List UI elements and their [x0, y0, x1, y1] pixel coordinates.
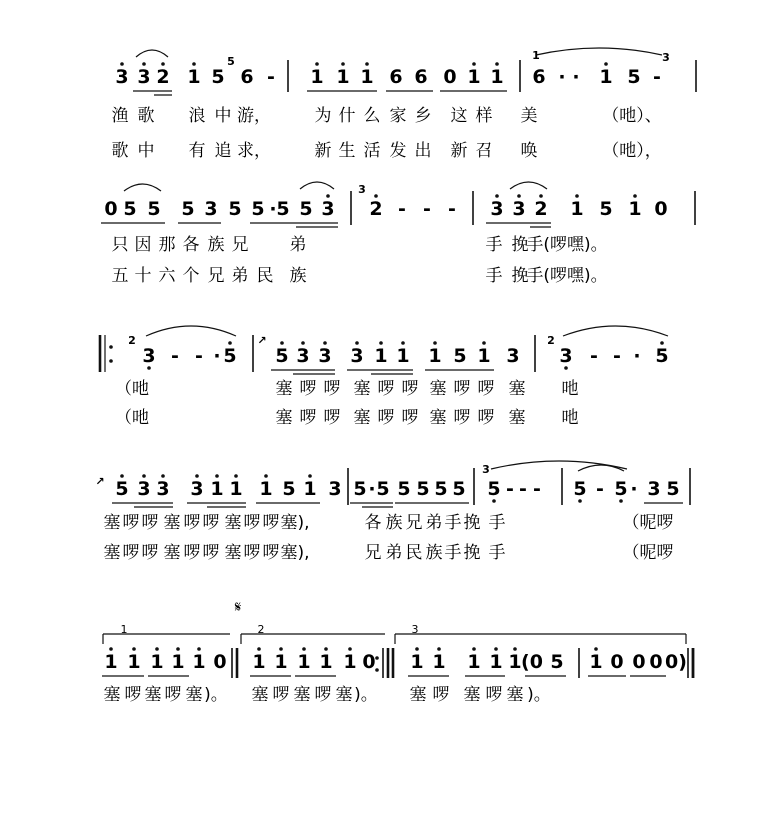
- s2-l2-lyric: 五: [111, 266, 129, 286]
- s3-l1-lyric: 塞: [508, 379, 526, 399]
- s4-note: -: [519, 478, 527, 500]
- s2-note: 1: [628, 198, 642, 220]
- s4-l1-lyric: 啰: [262, 513, 280, 533]
- s2-note: -: [448, 198, 456, 220]
- s4-l2-lyric: 塞: [163, 543, 181, 563]
- s4-note: 5: [614, 478, 628, 500]
- slur: [536, 48, 662, 55]
- s4-l2-lyric: 民: [405, 543, 423, 563]
- s4-l2-lyric: 啰: [243, 543, 261, 563]
- s3-note: 3: [296, 345, 310, 367]
- s2-l1-lyric: 各: [182, 235, 200, 255]
- s1-l1-lyric: 美: [520, 106, 538, 126]
- s4-note: 1: [303, 478, 317, 500]
- s2-note: 5: [599, 198, 613, 220]
- s4-l1-lyric: 啰: [183, 513, 201, 533]
- s4-l1-lyric: 塞: [103, 513, 121, 533]
- s5-l1-lyric: )。: [204, 685, 228, 705]
- segno-sign: 𝄋: [234, 598, 242, 616]
- s2-l2-lyric: 个: [182, 266, 200, 286]
- s1-l1-lyric: （吔）、: [602, 106, 662, 126]
- s1-note: 1: [360, 66, 374, 88]
- s2-note: 0: [654, 198, 668, 220]
- s4-l1-lyric: 啰: [122, 513, 140, 533]
- s3-l2-lyric: 塞: [353, 408, 371, 428]
- slur: [510, 182, 547, 189]
- s2-l2-lyric: 手(啰嘿)。: [526, 266, 608, 286]
- s2-note: 2: [534, 198, 548, 220]
- s5-l1-lyric: 啰: [314, 685, 332, 705]
- s2-note: 5: [299, 198, 313, 220]
- glissando-mark: ↗: [257, 334, 267, 347]
- s1-l2-lyric: 生: [338, 141, 356, 161]
- s4-note: 5: [434, 478, 448, 500]
- s5-l1-lyric: 啰: [485, 685, 503, 705]
- s1-l2-lyric: 有: [188, 141, 206, 161]
- s4-l1-lyric: 塞: [163, 513, 181, 533]
- s2-note: 5: [181, 198, 195, 220]
- s1-l2-lyric: 新: [314, 141, 332, 161]
- s4-l2-lyric: 啰: [122, 543, 140, 563]
- s3-l1-lyric: 塞: [353, 379, 371, 399]
- s1-l1-lyric: 歌: [137, 106, 155, 126]
- s1-note: 1: [490, 66, 504, 88]
- s4-l2-lyric: 挽: [463, 543, 481, 563]
- s1-l1-lyric: 么: [363, 106, 381, 126]
- s1-note: 0: [443, 66, 457, 88]
- s3-l1-lyric: 啰: [477, 379, 495, 399]
- s4-l2-lyric: 手: [488, 543, 506, 563]
- s4-note: 3: [647, 478, 661, 500]
- s5-note: (0: [521, 651, 543, 673]
- grace-note: 5: [227, 55, 235, 68]
- s5-note: 1: [319, 651, 333, 673]
- s3-note: 5: [275, 345, 289, 367]
- s3-l1-lyric: 啰: [377, 379, 395, 399]
- grace-note: 1: [532, 49, 540, 62]
- s4-note: -: [533, 478, 541, 500]
- s1-l2-lyric: 唤: [520, 141, 538, 161]
- s4-note: -: [506, 478, 514, 500]
- s1-note: 3: [115, 66, 129, 88]
- s5-l1-lyric: 塞: [144, 685, 162, 705]
- s4-note: 1: [210, 478, 224, 500]
- s4-note: 5: [487, 478, 501, 500]
- s2-l2-lyric: 兄: [207, 266, 225, 286]
- s5-note: 1: [489, 651, 503, 673]
- s1-l1-lyric: 什: [338, 106, 356, 126]
- slur: [136, 50, 168, 57]
- s1-note: 1: [336, 66, 350, 88]
- s3-l1-lyric: 啰: [323, 379, 341, 399]
- s3-note: 3: [350, 345, 364, 367]
- s1-note: 5: [627, 66, 641, 88]
- s4-l1-lyric: 手: [488, 513, 506, 533]
- s3-l1-lyric: 啰: [299, 379, 317, 399]
- s3-note: ·: [633, 345, 641, 367]
- s1-l2-lyric: 歌: [111, 141, 129, 161]
- s2-note: 1: [570, 198, 584, 220]
- s3-note: 1: [396, 345, 410, 367]
- s3-note: ·: [213, 345, 221, 367]
- s5-note: 1: [104, 651, 118, 673]
- s3-l1-lyric: 塞: [429, 379, 447, 399]
- s1-l1-lyric: 这: [450, 106, 468, 126]
- s2-l2-lyric: 弟: [231, 266, 249, 286]
- s1-l1-lyric: 浪: [188, 106, 206, 126]
- s5-l1-lyric: 塞: [251, 685, 269, 705]
- s4-note: 5: [452, 478, 466, 500]
- grace-note: 2: [128, 334, 136, 347]
- s2-note: 3: [490, 198, 504, 220]
- s5-note: 1: [150, 651, 164, 673]
- s2-note: 2: [369, 198, 383, 220]
- s2-l1-lyric: 因: [134, 235, 152, 255]
- s5-note: 5: [550, 651, 564, 673]
- s2-note: 5: [123, 198, 137, 220]
- s3-note: -: [195, 345, 203, 367]
- s2-note: 5: [251, 198, 265, 220]
- s5-l1-lyric: 塞: [293, 685, 311, 705]
- s4-l2-lyric: 啰: [183, 543, 201, 563]
- s1-l2-lyric: 中: [137, 141, 155, 161]
- s4-note: ·: [630, 478, 638, 500]
- repeat-dot: [109, 359, 113, 363]
- s3-l1-lyric: 啰: [453, 379, 471, 399]
- s4-note: 5: [416, 478, 430, 500]
- s2-note: ·: [269, 198, 277, 220]
- s5-note: 0: [362, 651, 376, 673]
- s5-note: 1: [252, 651, 266, 673]
- s5-l1-lyric: 塞: [185, 685, 203, 705]
- s5-note: 0: [632, 651, 646, 673]
- s5-note: 1: [343, 651, 357, 673]
- s5-l1-lyric: )。: [354, 685, 378, 705]
- s4-l2-lyric: 弟: [385, 543, 403, 563]
- grace-note: 2: [547, 334, 555, 347]
- s3-note: 3: [559, 345, 573, 367]
- s4-note: 1: [229, 478, 243, 500]
- s3-l2-lyric: 啰: [299, 408, 317, 428]
- s5-note: 1: [508, 651, 522, 673]
- s4-note: 3: [190, 478, 204, 500]
- s5-note: 1: [467, 651, 481, 673]
- s4-note: 5: [282, 478, 296, 500]
- s4-note: -: [596, 478, 604, 500]
- s4-l2-lyric: 啰: [141, 543, 159, 563]
- s2-l1-lyric: 族: [207, 235, 225, 255]
- s3-l2-lyric: 塞: [508, 408, 526, 428]
- s1-note: 1: [310, 66, 324, 88]
- s5-l1-lyric: 啰: [164, 685, 182, 705]
- s5-note: 1: [410, 651, 424, 673]
- s5-note: 1: [192, 651, 206, 673]
- s1-l2-lyric: 发: [389, 141, 407, 161]
- s1-note: 6: [414, 66, 428, 88]
- s5-l1-lyric: 塞: [335, 685, 353, 705]
- s5-note: 0: [213, 651, 227, 673]
- s4-l2-lyric: 啰: [202, 543, 220, 563]
- s2-note: 3: [204, 198, 218, 220]
- s3-l2-lyric: 啰: [477, 408, 495, 428]
- s1-note: 1: [467, 66, 481, 88]
- s4-note: 3: [156, 478, 170, 500]
- s2-note: 5: [147, 198, 161, 220]
- repeat-dot: [375, 656, 379, 660]
- s4-note: 5: [666, 478, 680, 500]
- s4-note: 3: [328, 478, 342, 500]
- s3-l2-lyric: 塞: [429, 408, 447, 428]
- s4-l2-lyric: 塞),: [280, 543, 310, 563]
- s2-l2-lyric: 六: [158, 266, 176, 286]
- s5-note: 1: [589, 651, 603, 673]
- s4-l2-lyric: 塞: [103, 543, 121, 563]
- s1-note: 1: [187, 66, 201, 88]
- s2-l2-lyric: 十: [134, 266, 152, 286]
- s1-note: 2: [156, 66, 170, 88]
- s4-l1-lyric: 手: [444, 513, 462, 533]
- s3-note: 1: [477, 345, 491, 367]
- s4-l1-lyric: 族: [385, 513, 403, 533]
- s1-l2-lyric: （吔），: [602, 141, 662, 161]
- s4-l1-lyric: （呢啰: [622, 513, 674, 533]
- s4-l1-lyric: 各: [364, 513, 382, 533]
- s5-l1-lyric: 塞: [506, 685, 524, 705]
- s4-l2-lyric: 塞: [224, 543, 242, 563]
- slur: [563, 326, 668, 336]
- s1-l2-lyric: 出: [414, 141, 432, 161]
- s5-l1-lyric: 塞: [463, 685, 481, 705]
- s2-note: 5: [276, 198, 290, 220]
- s3-l1-lyric: 啰: [401, 379, 419, 399]
- s4-l2-lyric: 啰: [262, 543, 280, 563]
- s4-l2-lyric: 兄: [364, 543, 382, 563]
- s1-note: -: [653, 66, 661, 88]
- s5-l1-lyric: 啰: [432, 685, 450, 705]
- s5-note: 0): [665, 651, 687, 673]
- s5-note: 1: [171, 651, 185, 673]
- slur: [124, 184, 161, 191]
- s1-l2-lyric: 新: [450, 141, 468, 161]
- s5-note: 0: [610, 651, 624, 673]
- s3-note: -: [590, 345, 598, 367]
- s1-note: ·: [572, 66, 580, 88]
- s3-note: 1: [374, 345, 388, 367]
- s3-l2-lyric: （吔: [115, 408, 149, 428]
- s1-note: 6: [240, 66, 254, 88]
- s2-l1-lyric: 弟: [289, 235, 307, 255]
- s1-l2-lyric: 追: [214, 141, 232, 161]
- s5-note: 1: [297, 651, 311, 673]
- s1-l2-lyric: 召: [475, 141, 493, 161]
- s2-note: 5: [228, 198, 242, 220]
- s2-l1-lyric: 那: [158, 235, 176, 255]
- s1-note: ·: [558, 66, 566, 88]
- s2-l1-lyric: 手(啰嘿)。: [526, 235, 608, 255]
- s1-note: 6: [532, 66, 546, 88]
- grace-note: 3: [662, 51, 670, 64]
- s2-l2-lyric: 族: [289, 266, 307, 286]
- slur: [300, 182, 334, 189]
- s2-l1-lyric: 兄: [231, 235, 249, 255]
- s4-note: 5: [573, 478, 587, 500]
- s1-l2-lyric: 活: [363, 141, 381, 161]
- s1-l1-lyric: 为: [314, 106, 332, 126]
- s3-l1-lyric: 塞: [275, 379, 293, 399]
- slur: [578, 465, 624, 471]
- s2-l1-lyric: 手: [485, 235, 503, 255]
- s2-note: -: [423, 198, 431, 220]
- s3-note: 5: [223, 345, 237, 367]
- s4-l1-lyric: 塞: [224, 513, 242, 533]
- s5-l1-lyric: )。: [527, 685, 551, 705]
- s1-note: 3: [137, 66, 151, 88]
- s3-l2-lyric: 啰: [377, 408, 395, 428]
- s3-l1-lyric: 吔: [561, 379, 579, 399]
- glissando-mark: ↗: [95, 475, 105, 488]
- s2-note: 0: [104, 198, 118, 220]
- volta-number: 3: [411, 623, 419, 636]
- volta-number: 1: [120, 623, 128, 636]
- s3-l2-lyric: 啰: [453, 408, 471, 428]
- volta-number: 2: [257, 623, 265, 636]
- s2-l2-lyric: 挽: [511, 266, 529, 286]
- s3-note: -: [613, 345, 621, 367]
- s4-l2-lyric: 族: [425, 543, 443, 563]
- grace-note: 3: [358, 183, 366, 196]
- s4-note: 5: [353, 478, 367, 500]
- s4-note: 5: [397, 478, 411, 500]
- s1-note: 5: [211, 66, 225, 88]
- s2-l2-lyric: 手: [485, 266, 503, 286]
- s5-l1-lyric: 塞: [103, 685, 121, 705]
- s4-l2-lyric: 手: [444, 543, 462, 563]
- s4-note: 1: [259, 478, 273, 500]
- s4-note: 3: [137, 478, 151, 500]
- s2-note: 3: [321, 198, 335, 220]
- s4-l2-lyric: （呢啰: [622, 543, 674, 563]
- s3-l2-lyric: 啰: [401, 408, 419, 428]
- s1-l1-lyric: 渔: [111, 106, 129, 126]
- s3-l2-lyric: 吔: [561, 408, 579, 428]
- s1-l2-lyric: 求，: [237, 141, 271, 161]
- s1-l1-lyric: 家: [389, 106, 407, 126]
- s4-l1-lyric: 兄: [405, 513, 423, 533]
- s2-l2-lyric: 民: [256, 266, 274, 286]
- s4-l1-lyric: 啰: [243, 513, 261, 533]
- s2-note: -: [398, 198, 406, 220]
- s3-l1-lyric: （吔: [115, 379, 149, 399]
- grace-note: 3: [482, 463, 490, 476]
- s4-l1-lyric: 塞),: [280, 513, 310, 533]
- s4-l1-lyric: 挽: [463, 513, 481, 533]
- s3-note: 1: [428, 345, 442, 367]
- s2-note: 3: [512, 198, 526, 220]
- s4-note: 5: [376, 478, 390, 500]
- s3-note: 3: [318, 345, 332, 367]
- score-text: [95, 49, 687, 705]
- s1-l1-lyric: 样: [475, 106, 493, 126]
- s4-l1-lyric: 啰: [202, 513, 220, 533]
- s4-note: 5: [115, 478, 129, 500]
- s3-note: 5: [655, 345, 669, 367]
- s5-note: 1: [432, 651, 446, 673]
- s3-l2-lyric: 塞: [275, 408, 293, 428]
- s3-note: -: [171, 345, 179, 367]
- s3-note: 3: [506, 345, 520, 367]
- s1-l1-lyric: 乡: [414, 106, 432, 126]
- s5-l1-lyric: 啰: [272, 685, 290, 705]
- s5-note: 0: [649, 651, 663, 673]
- s2-l1-lyric: 挽: [511, 235, 529, 255]
- s1-l1-lyric: 游，: [237, 106, 271, 126]
- s1-note: 6: [389, 66, 403, 88]
- s5-note: 1: [274, 651, 288, 673]
- s2-l1-lyric: 只: [111, 235, 129, 255]
- repeat-dot: [375, 668, 379, 672]
- s1-l1-lyric: 中: [214, 106, 232, 126]
- slur: [146, 326, 236, 336]
- s5-l1-lyric: 啰: [124, 685, 142, 705]
- s4-l1-lyric: 啰: [141, 513, 159, 533]
- repeat-dot: [109, 345, 113, 349]
- s1-note: -: [267, 66, 275, 88]
- s4-note: ·: [368, 478, 376, 500]
- s5-note: 1: [127, 651, 141, 673]
- s1-note: 1: [599, 66, 613, 88]
- s4-l1-lyric: 弟: [425, 513, 443, 533]
- s5-l1-lyric: 塞: [409, 685, 427, 705]
- s3-note: 5: [453, 345, 467, 367]
- s3-note: 3: [142, 345, 156, 367]
- s3-l2-lyric: 啰: [323, 408, 341, 428]
